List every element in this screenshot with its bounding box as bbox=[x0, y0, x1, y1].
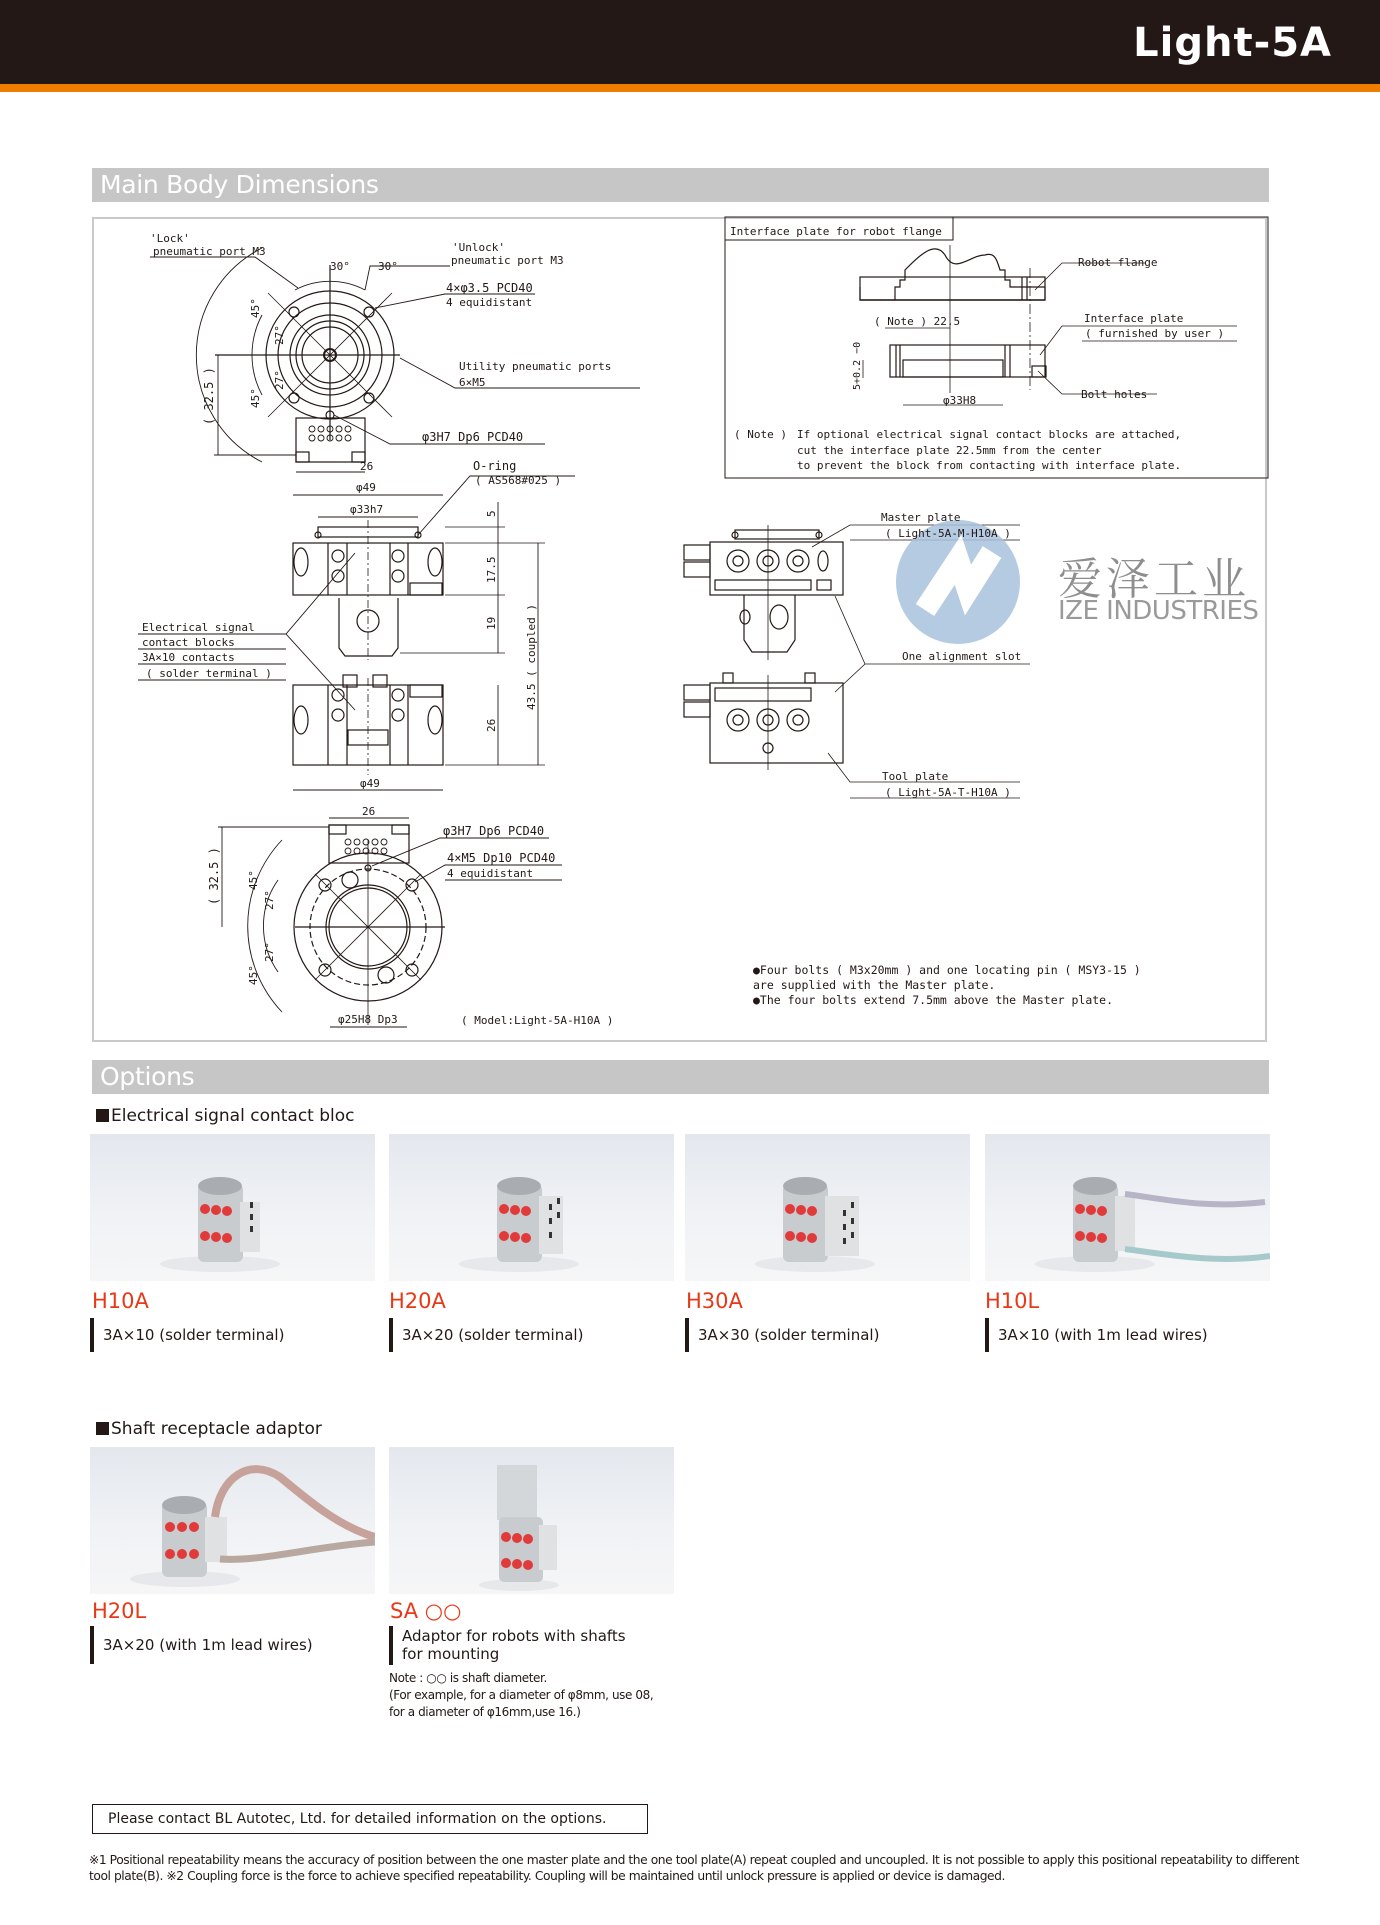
unlock-port-label: 'Unlock' bbox=[452, 241, 505, 254]
contact-blocks-label: Electrical signal bbox=[142, 621, 255, 634]
unlock-port-label-2: pneumatic port M3 bbox=[451, 254, 564, 267]
interface-plate-label: Interface plate bbox=[1084, 312, 1184, 325]
angle-45-top: 45° bbox=[249, 298, 262, 318]
option-desc-h10l: 3A×10 (with 1m lead wires) bbox=[985, 1318, 1208, 1352]
dim-43-5-coupled: 43.5 ( coupled ) bbox=[525, 604, 538, 710]
dim-32-5: ( 32.5 ) bbox=[202, 367, 216, 425]
bottom-dim-32-5: ( 32.5 ) bbox=[207, 847, 221, 905]
contact-block-image bbox=[90, 1134, 375, 1281]
shaft-heading-text: Shaft receptacle adaptor bbox=[111, 1419, 322, 1439]
option-desc-sa-line2: for mounting bbox=[402, 1645, 500, 1663]
bottom-width-26: 26 bbox=[362, 805, 376, 818]
robot-flange-label: Robot flange bbox=[1078, 256, 1158, 269]
angle-30-right: 30° bbox=[378, 260, 398, 273]
pin-label: φ3H7 Dp6 PCD40 bbox=[422, 430, 524, 444]
note-label: ( Note ) bbox=[734, 428, 787, 441]
angle-27-top: 27° bbox=[273, 325, 286, 345]
option-desc-h20a: 3A×20 (solder terminal) bbox=[389, 1318, 583, 1352]
bottom-angle-45-bottom: 45° bbox=[247, 965, 260, 985]
photo-h20l bbox=[90, 1447, 375, 1594]
photo-h10l bbox=[985, 1134, 1270, 1281]
angle-45-bottom: 45° bbox=[249, 388, 262, 408]
contact-block-image bbox=[685, 1134, 970, 1281]
shaft-heading bbox=[96, 1418, 322, 1440]
master-plate-model: ( Light-5A-M-H10A ) bbox=[885, 527, 1011, 540]
lock-port-label: 'Lock' bbox=[150, 232, 190, 245]
holes-label-2: 4 equidistant bbox=[446, 296, 533, 309]
note-line-2: cut the interface plate 22.5mm from the center bbox=[797, 444, 1102, 457]
bore-label: φ25H8 Dp3 bbox=[338, 1013, 398, 1026]
option-desc-h30a: 3A×30 (solder terminal) bbox=[685, 1318, 879, 1352]
dia-49-bottom: φ49 bbox=[360, 777, 380, 790]
section-header-options bbox=[92, 1060, 1269, 1094]
footnote-line2: tool plate(B). ※2 Coupling force is the force to achieve specified repeatability. Coupling will be maintained until unlock pressure is applied or device is damaged. bbox=[89, 1869, 1005, 1883]
watermark-english: IZE INDUSTRIES bbox=[1058, 596, 1259, 626]
section-title: Options bbox=[100, 1062, 195, 1091]
holes-label: 4×φ3.5 PCD40 bbox=[446, 281, 533, 295]
bullet-bolts-2: are supplied with the Master plate. bbox=[753, 978, 996, 992]
bottom-pin-label: φ3H7 Dp6 PCD40 bbox=[443, 824, 545, 838]
dim-26: 26 bbox=[485, 718, 498, 732]
option-code-h30a: H30A bbox=[686, 1289, 743, 1313]
photo-h30a bbox=[685, 1134, 970, 1281]
tool-plate-model: ( Light-5A-T-H10A ) bbox=[885, 786, 1011, 799]
sa-note bbox=[389, 1670, 653, 1721]
option-code-h20l: H20L bbox=[92, 1599, 147, 1623]
tool-plate-label: Tool plate bbox=[882, 770, 949, 783]
oring-label: O-ring bbox=[473, 459, 517, 473]
interface-plate-label-2: ( furnished by user ) bbox=[1085, 327, 1225, 340]
footnote-line1: ※1 Positional repeatability means the accuracy of position between the one master plate and the one tool plate(A) repeat coupled and uncoupled. It is not possible to apply this positional repeatability to different bbox=[89, 1853, 1300, 1867]
dim-19: 19 bbox=[485, 616, 498, 630]
watermark-chinese: 爱泽工业 bbox=[1058, 554, 1250, 605]
interface-box-title: Interface plate for robot flange bbox=[730, 225, 942, 238]
oring-label-2: ( AS568#025 ) bbox=[475, 474, 562, 487]
photo-h10a bbox=[90, 1134, 375, 1281]
angle-27-bottom: 27° bbox=[273, 370, 286, 390]
dia-33h7: φ33h7 bbox=[350, 503, 384, 516]
electrical-heading bbox=[96, 1105, 355, 1127]
sa-note-line1: Note : ○○ is shaft diameter. bbox=[389, 1671, 547, 1685]
bottom-holes-label-2: 4 equidistant bbox=[447, 867, 534, 880]
bottom-angle-27-top: 27° bbox=[263, 890, 276, 910]
sa-note-line2: (For example, for a diameter of φ8mm, use 08, bbox=[389, 1688, 654, 1702]
contact-blocks-label-3: 3A×10 contacts bbox=[142, 651, 235, 664]
contact-blocks-label-4: ( solder terminal ) bbox=[146, 667, 272, 680]
electrical-heading-text: Electrical signal contact bloc bbox=[111, 1106, 355, 1126]
dia-49-top: φ49 bbox=[356, 481, 376, 494]
dim-5: 5 bbox=[485, 510, 498, 517]
angle-30-left: 30° bbox=[330, 260, 350, 273]
sa-note-line3: for a diameter of φ16mm,use 16.) bbox=[389, 1705, 581, 1719]
tolerance-label: 5+0.2 −0 bbox=[852, 341, 863, 390]
option-desc-sa bbox=[389, 1626, 626, 1665]
note-dim-22-5: ( Note ) 22.5 bbox=[874, 315, 961, 328]
bottom-angle-27-bottom: 27° bbox=[263, 942, 276, 962]
footnote bbox=[89, 1852, 1300, 1884]
utility-ports-label-2: 6×M5 bbox=[459, 376, 486, 389]
bottom-angle-45-top: 45° bbox=[247, 870, 260, 890]
bottom-holes-label: 4×M5 Dp10 PCD40 bbox=[447, 851, 556, 865]
shaft-adaptor-image bbox=[389, 1447, 674, 1594]
lock-port-label-2: pneumatic port M3 bbox=[153, 245, 266, 258]
width-26-label: 26 bbox=[360, 460, 374, 473]
contact-notice: Please contact BL Autotec, Ltd. for detailed information on the options. bbox=[92, 1804, 648, 1834]
note-line-3: to prevent the block from contacting with interface plate. bbox=[797, 459, 1182, 472]
bolt-holes-label: Bolt holes bbox=[1081, 388, 1148, 401]
contact-block-image bbox=[389, 1134, 674, 1281]
section-title: Main Body Dimensions bbox=[100, 170, 379, 199]
option-desc-sa-line1: Adaptor for robots with shafts bbox=[402, 1627, 626, 1645]
note-line-1: If optional electrical signal contact blocks are attached, bbox=[797, 428, 1182, 441]
option-code-sa: SA ○○ bbox=[390, 1599, 462, 1623]
option-code-h20a: H20A bbox=[389, 1289, 446, 1313]
photo-sa bbox=[389, 1447, 674, 1594]
model-title: Light-5A bbox=[1133, 20, 1332, 66]
utility-ports-label: Utility pneumatic ports bbox=[459, 360, 612, 373]
option-code-h10l: H10L bbox=[985, 1289, 1040, 1313]
contact-block-image bbox=[90, 1447, 375, 1594]
master-plate-label: Master plate bbox=[881, 511, 961, 524]
dia-33h8: φ33H8 bbox=[943, 394, 977, 407]
bullet-bolts: ●Four bolts ( M3x20mm ) and one locating pin ( MSY3-15 ) bbox=[753, 963, 1141, 977]
contact-blocks-label-2: contact blocks bbox=[142, 636, 235, 649]
contact-block-image bbox=[985, 1134, 1270, 1281]
square-bullet-icon bbox=[96, 1109, 109, 1122]
alignment-slot-label: One alignment slot bbox=[902, 650, 1022, 663]
dim-17-5: 17.5 bbox=[485, 556, 498, 583]
option-desc-h20l: 3A×20 (with 1m lead wires) bbox=[90, 1626, 313, 1664]
bottom-view-drawing bbox=[218, 818, 562, 1027]
option-code-h10a: H10A bbox=[92, 1289, 149, 1313]
photo-h20a bbox=[389, 1134, 674, 1281]
bullet-extend: ●The four bolts extend 7.5mm above the Master plate. bbox=[753, 993, 1114, 1007]
square-bullet-icon bbox=[96, 1422, 109, 1435]
option-desc-h10a: 3A×10 (solder terminal) bbox=[90, 1318, 284, 1352]
model-caption: ( Model:Light-5A-H10A ) bbox=[461, 1014, 614, 1027]
